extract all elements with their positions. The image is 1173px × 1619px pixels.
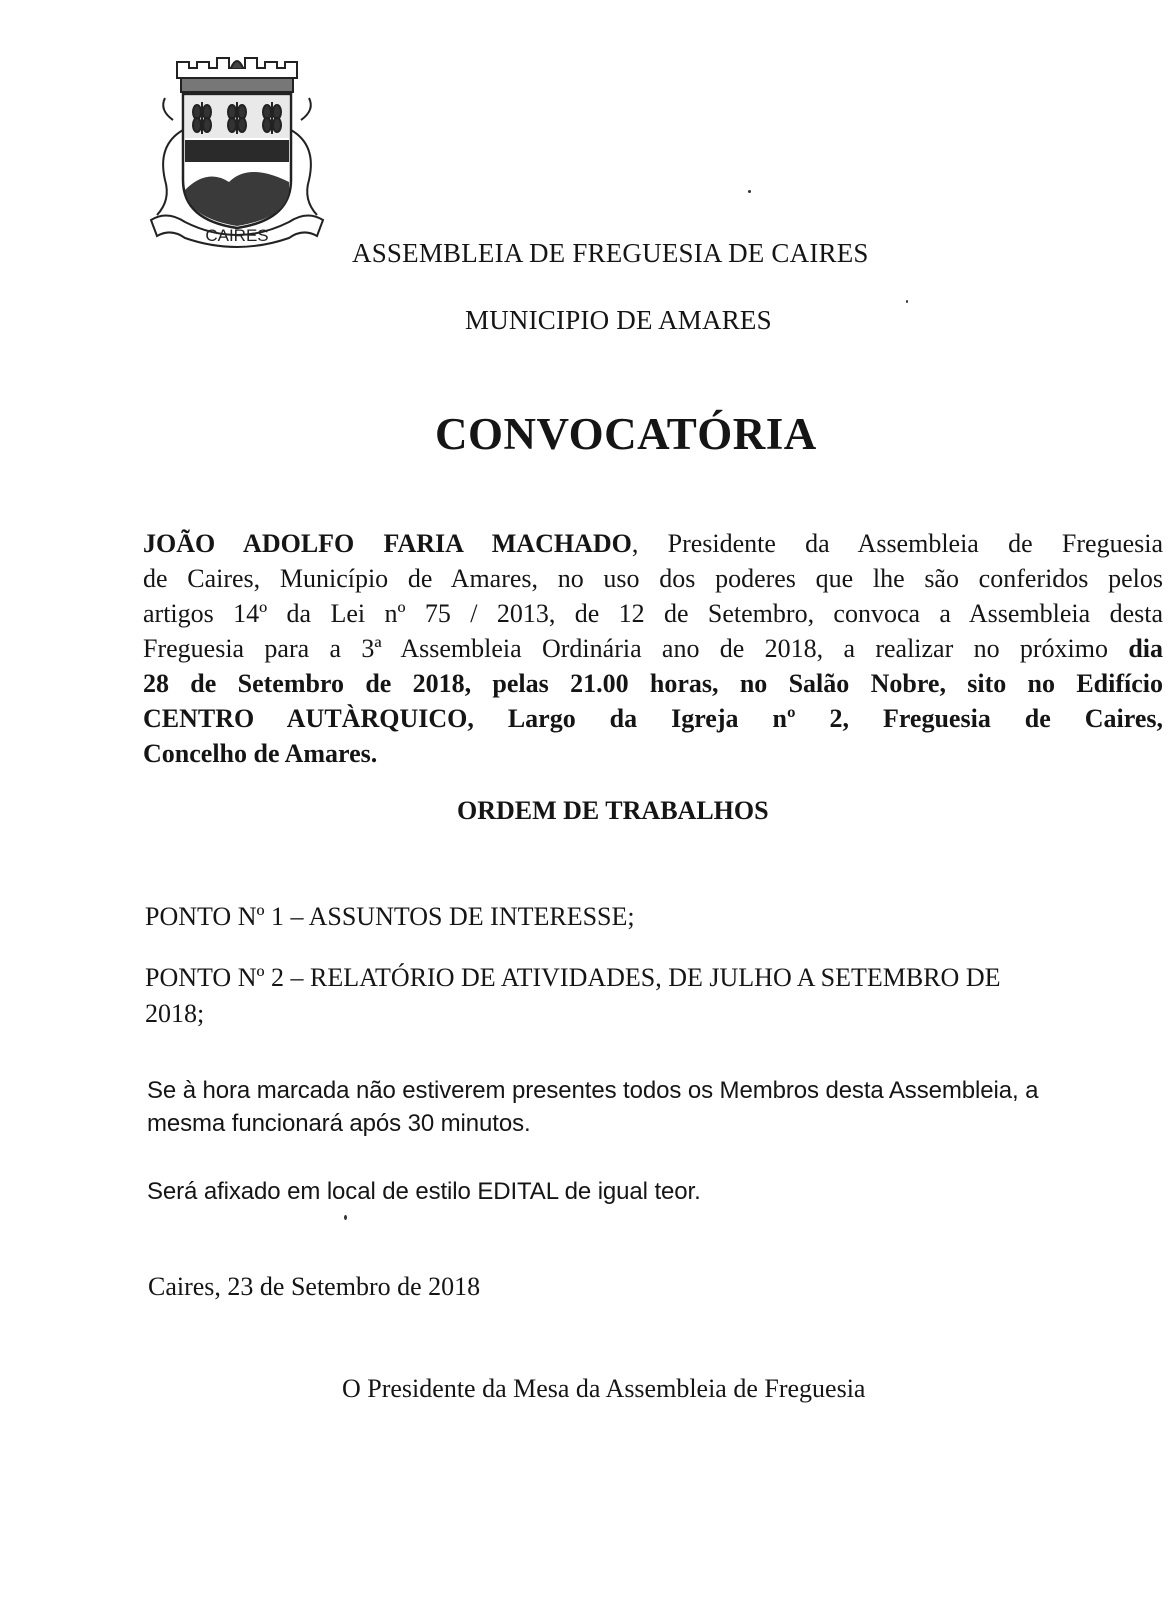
scan-speck [906, 300, 908, 303]
assembly-heading: ASSEMBLEIA DE FREGUESIA DE CAIRES [352, 238, 869, 268]
scan-speck [748, 190, 751, 193]
agenda-item-2: PONTO Nº 2 – RELATÓRIO DE ATIVIDADES, DE JULHO A SETEMBRO DE [145, 963, 1001, 992]
quorum-note-line-1: Se à hora marcada não estiverem presentes todos os Membros desta Assembleia, a [147, 1077, 1039, 1104]
quorum-note-line-2: mesma funcionará após 30 minutos. [147, 1110, 531, 1137]
paragraph-line: artigos 14º da Lei nº 75 / 2013, de 12 de Setembro, convoca a Assembleia desta [143, 599, 1163, 628]
coat-of-arms-icon [137, 50, 337, 250]
edital-note: Será afixado em local de estilo EDITAL de igual teor. [147, 1178, 701, 1205]
paragraph-line: JOÃO ADOLFO FARIA MACHADO, Presidente da Assembleia de Freguesia [143, 529, 1163, 558]
paragraph-line: Freguesia para a 3ª Assembleia Ordinária ano de 2018, a realizar no próximo dia [143, 634, 1163, 663]
place-date: Caires, 23 de Setembro de 2018 [148, 1272, 481, 1301]
municipality-heading: MUNICIPIO DE AMARES [465, 305, 772, 335]
scan-speck [344, 1215, 347, 1220]
agenda-item-1: PONTO Nº 1 – ASSUNTOS DE INTERESSE; [145, 902, 635, 931]
signature-line: O Presidente da Mesa da Assembleia de Freguesia [342, 1374, 866, 1403]
paragraph-line: de Caires, Município de Amares, no uso dos poderes que lhe são conferidos pelos [143, 564, 1163, 593]
convocation-paragraph [143, 526, 1163, 771]
agenda-item-2-continued: 2018; [145, 999, 205, 1028]
paragraph-line: CENTRO AUTÀRQUICO, Largo da Igreja nº 2, Freguesia de Caires, [143, 704, 1163, 733]
paragraph-line: Concelho de Amares. [143, 739, 378, 768]
paragraph-line: 28 de Setembro de 2018, pelas 21.00 horas, no Salão Nobre, sito no Edifício [143, 669, 1163, 698]
agenda-title: ORDEM DE TRABALHOS [457, 796, 769, 825]
crest-banner-text: CAIRES [205, 226, 269, 245]
document-title: CONVOCATÓRIA [435, 409, 817, 459]
